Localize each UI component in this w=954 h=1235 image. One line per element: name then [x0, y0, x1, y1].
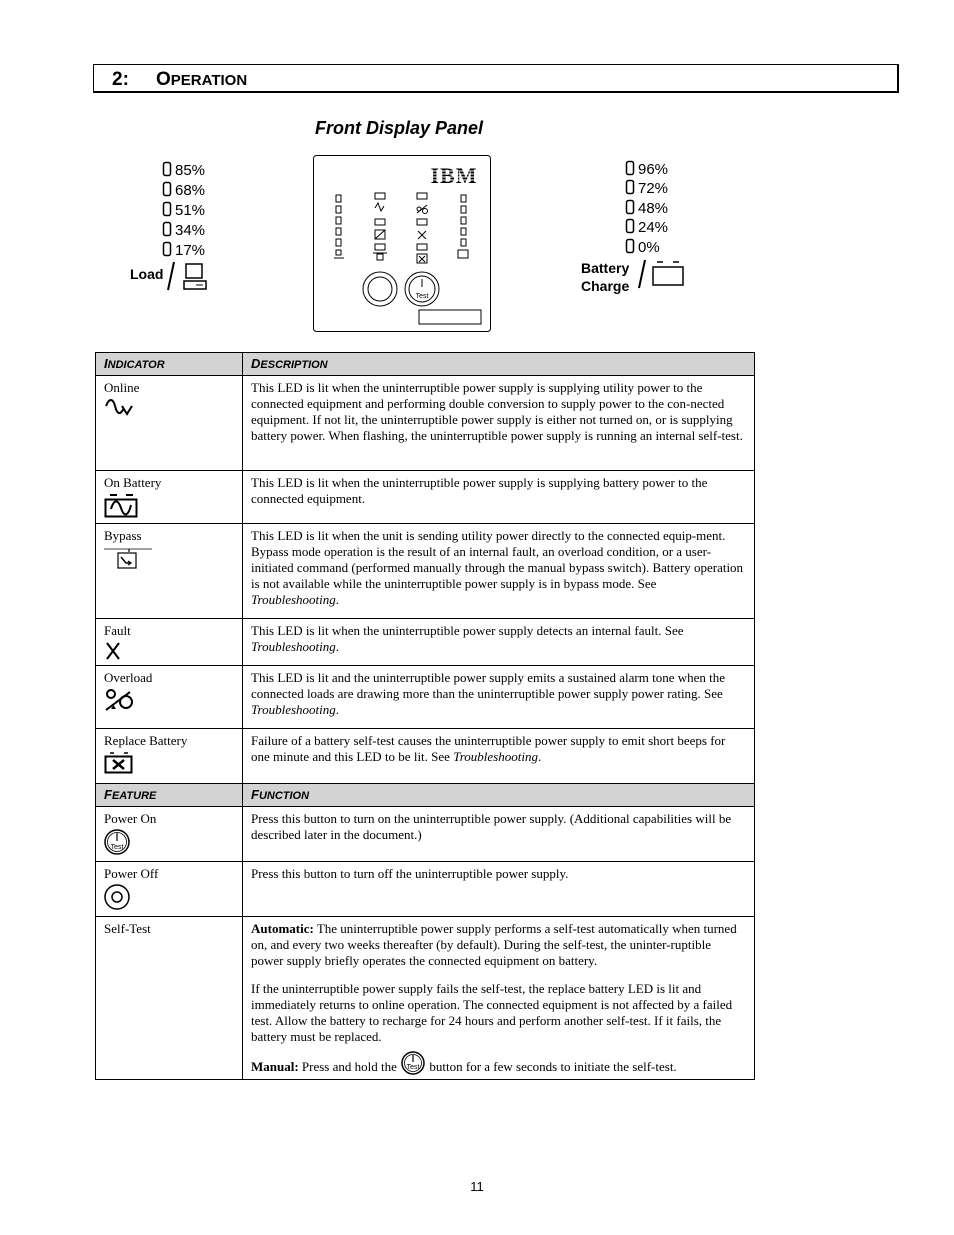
battery-level-4: 24%: [638, 219, 669, 236]
troubleshooting-link[interactable]: Troubleshooting: [251, 702, 336, 717]
indicator-header: INDICATOR: [96, 353, 243, 376]
battery-label-line2: Charge: [581, 278, 630, 294]
table-row: Fault This LED is lit when the uninterruptible power supply detects an internal fault. See Troubleshooting.: [96, 619, 755, 666]
table-row: [96, 471, 755, 524]
feature-description: Press this button to turn on the uninterruptible power supply. (Additional capabilities will be described later in the document.): [243, 807, 755, 862]
battery-icon: [636, 258, 688, 294]
section-title-initial: O: [156, 69, 171, 90]
load-level-3: 51%: [175, 202, 206, 219]
indicator-name: Overload: [104, 670, 153, 685]
section-title: [156, 69, 247, 91]
on-battery-icon: [104, 493, 140, 519]
load-level-2: 68%: [175, 182, 206, 199]
indicator-description: This LED is lit when the unit is sending utility power directly to the connected equip-ment. Bypass mode operation is the result of an internal fault, an overload condition, or a user-initiated command (performed manually through the manual bypass switch). Battery operation is not available while the uninterruptible power supply is in bypass mode. See: [251, 528, 744, 591]
panel-title: Front Display Panel: [315, 118, 484, 138]
table-row: [96, 862, 755, 917]
indicator-description: This LED is lit when the uninterruptible power supply is supplying battery power to the connected equipment.: [251, 475, 708, 506]
page-number: 11: [470, 1179, 484, 1194]
ups-front-panel: [313, 155, 491, 333]
table-row: [96, 807, 755, 862]
feature-name: Power Off: [104, 866, 159, 881]
battery-led-column-icon: [625, 160, 637, 260]
table-row: [96, 376, 755, 471]
indicator-name: Replace Battery: [104, 733, 188, 748]
indicator-name: Fault: [104, 623, 131, 638]
svg-text:Test: Test: [406, 1064, 420, 1071]
front-panel-figure: [0, 150, 954, 340]
indicator-description: This LED is lit when the uninterruptible power supply detects an internal fault. See: [251, 623, 684, 638]
description-header: DESCRIPTION: [243, 353, 755, 376]
fail-paragraph: If the uninterruptible power supply fails the self-test, the replace battery LED is lit and immediately returns to online operation. The connected equipment is not affected by a failed test. Allow the battery to recharge for 24 hours and perform another self-test. If it fails, the battery must be replaced.: [251, 981, 733, 1044]
indicator-name: Online: [104, 380, 140, 395]
feature-name: Self-Test: [104, 921, 151, 936]
feature-description: Press this button to turn off the uninterruptible power supply.: [243, 862, 755, 917]
load-label: Load: [130, 266, 164, 282]
online-icon: [104, 398, 136, 420]
automatic-label: Automatic:: [251, 921, 314, 936]
replace-battery-icon: [104, 751, 136, 775]
section-title-rest: PERATION: [170, 72, 248, 89]
manual-label: Manual:: [251, 1059, 299, 1074]
load-computer-icon: [166, 260, 212, 294]
battery-level-3: 48%: [638, 200, 669, 217]
troubleshooting-link[interactable]: Troubleshooting: [453, 749, 538, 764]
feature-name: Power On: [104, 811, 157, 826]
troubleshooting-link[interactable]: Troubleshooting: [251, 592, 336, 607]
self-test-description: Automatic: The uninterruptible power supply performs a self-test automatically when turned on, and every two weeks thereafter (by default). During the self-test, the uninter-ruptible power supply briefly operates the connected equipment on battery. If the uninterruptible power supply fails the self-test, the replace battery LED is lit and immediately returns to online operation. The connected equipment is not affected by a failed test. Allow the battery to recharge for 24 hours and perform another self-test. If it fails, the battery must be replaced. Manual: Press and hold the Test button for a few seconds to initiate the self-test.: [243, 917, 755, 1080]
ibm-logo-icon: [427, 163, 482, 188]
power-off-icon: [104, 884, 132, 912]
fault-icon: [104, 641, 124, 661]
section-header: [93, 64, 899, 93]
indicator-description: This LED is lit when the uninterruptible power supply is supplying utility power to the connected equipment and performing double conversion to supply power to the con-nected equipment. If not lit, the uninterruptible power supply is either not turned on, or is supplying battery power. When flashing, the uninterruptible power supply is running an internal self-test.: [243, 376, 755, 471]
load-level-4: 34%: [175, 222, 206, 239]
indicator-name: Bypass: [104, 528, 142, 543]
feature-header: FEATURE: [96, 784, 243, 807]
table-row: Bypass This LED is lit when the unit is sending utility power directly to the connected equip-ment. Bypass mode operation is the result of an internal fault, an overload condition, or a user-initiated command (performed manually through the manual bypass switch). Battery operation is not available while the uninterruptible power supply is in bypass mode. See Troubleshooting.: [96, 524, 755, 619]
overload-icon: [104, 688, 138, 714]
table-row: [96, 917, 755, 1080]
indicator-table: [95, 352, 755, 1080]
svg-text:Test: Test: [415, 293, 429, 300]
battery-label-line1: Battery: [581, 260, 630, 276]
feature-header-row: [96, 784, 755, 807]
battery-level-2: 72%: [638, 180, 669, 197]
battery-level-5: 0%: [638, 239, 660, 256]
table-row: Overload This LED is lit and the uninterruptible power supply emits a sustained alarm tone when the connected loads are drawing more than the uninterruptible power supply power rating. See Troubleshooting.: [96, 666, 755, 729]
load-level-5: 17%: [175, 242, 206, 259]
power-on-test-icon: [104, 829, 132, 857]
indicator-description: This LED is lit and the uninterruptible power supply emits a sustained alarm tone when the connected loads are drawing more than the uninterruptible power supply power rating. See: [251, 670, 726, 701]
function-header: FUNCTION: [243, 784, 755, 807]
test-button-icon: [400, 1051, 426, 1075]
table-row: Replace Battery Failure of a battery self-test causes the uninterruptible power supply to emit short beeps for one minute and this LED to be lit. See Troubleshooting.: [96, 729, 755, 784]
battery-level-1: 96%: [638, 161, 669, 178]
troubleshooting-link[interactable]: Troubleshooting: [251, 639, 336, 654]
indicator-description: Failure of a battery self-test causes the uninterruptible power supply to emit short beeps for one minute and this LED to be lit. See: [251, 733, 726, 764]
indicator-name: On Battery: [104, 475, 162, 490]
indicator-header-row: [96, 353, 755, 376]
svg-text:Test: Test: [110, 844, 124, 851]
svg-text:IBM: IBM: [430, 163, 478, 188]
bypass-icon: [104, 546, 154, 572]
load-led-column-icon: [162, 161, 174, 261]
load-level-1: 85%: [175, 162, 206, 179]
section-number: 2:: [112, 69, 129, 90]
